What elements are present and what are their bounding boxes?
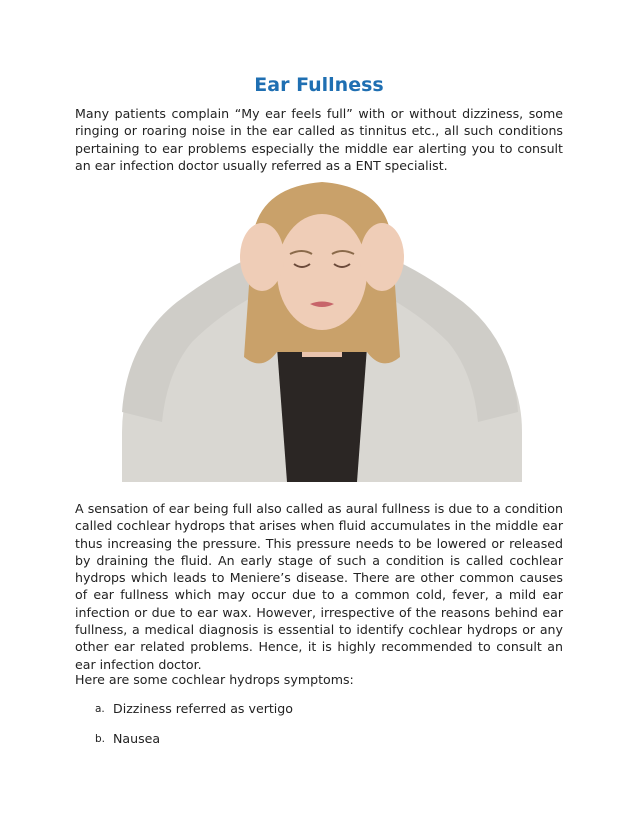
symptom-list <box>75 700 555 760</box>
list-item <box>75 700 555 730</box>
list-item-text: Nausea <box>113 731 161 746</box>
list-item <box>75 730 555 760</box>
intro-paragraph: Many patients complain “My ear feels full” with or without dizziness, some ringing or roaring noise in the ear called as tinnitus etc., all such conditions pertaining to ear problems especially the middle ear alerting you to consult an ear infection doctor usually referred as a ENT specialist. <box>75 106 563 173</box>
body-paragraph: A sensation of ear being full also called as aural fullness is due to a condition called cochlear hydrops that arises when fluid accumulates in the middle ear thus increasing the pressure. This pressure needs to be lowered or released by draining the fluid. An early stage of such a condition is called cochlear hydrops which leads to Meniere’s disease. There are other common causes of ear fullness which may occur due to a common cold, fever, a mild ear infection or due to ear wax. However, irrespective of the reasons behind ear fullness, a medical diagnosis is essential to identify cochlear hydrops or any other ear related problems. Hence, it is highly recommended to consult an ear infection doctor. <box>75 501 563 672</box>
page-title: Ear Fullness <box>254 74 384 96</box>
list-marker: b. <box>95 733 106 745</box>
woman-covering-ears-photo <box>82 182 558 482</box>
list-intro: Here are some cochlear hydrops symptoms: <box>75 672 354 687</box>
list-item-text: Dizziness referred as vertigo <box>113 701 294 716</box>
list-marker: a. <box>95 703 105 715</box>
